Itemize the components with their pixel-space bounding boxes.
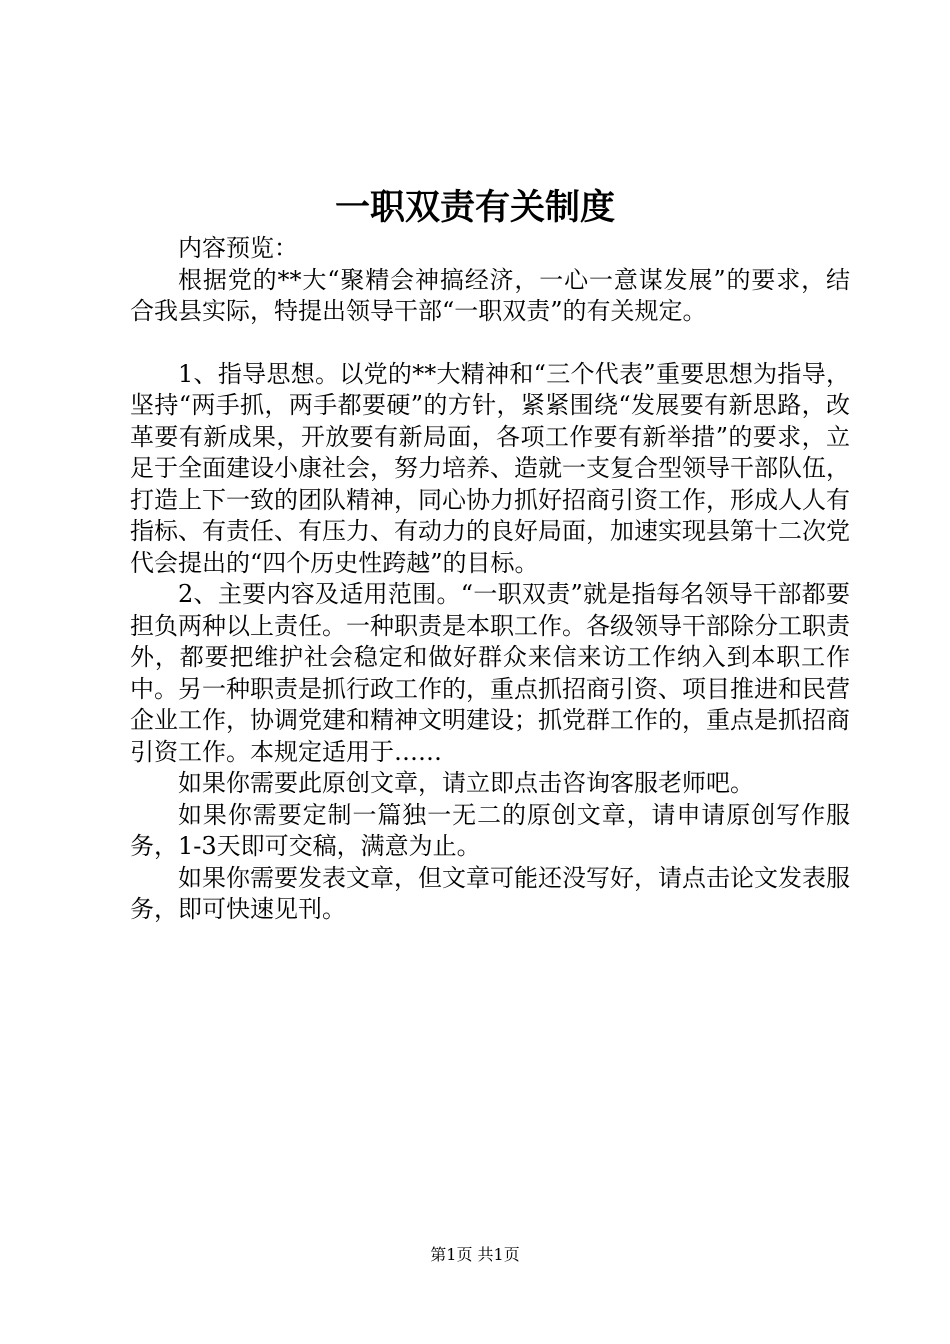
promo-custom-writing-paragraph: 如果你需要定制一篇独一无二的原创文章，请申请原创写作服务，1-3天即可交稿，满意为止。 — [130, 800, 850, 860]
intro-paragraph: 根据党的**大“聚精会神搞经济，一心一意谋发展”的要求，结合我县实际，特提出领导干部“一职双责”的有关规定。 — [130, 265, 850, 325]
document-body — [130, 233, 850, 926]
promo-consult-paragraph: 如果你需要此原创文章，请立即点击咨询客服老师吧。 — [178, 769, 754, 797]
document-title: 一职双责有关制度 — [334, 187, 615, 228]
section-guiding-ideology: 1、指导思想。以党的**大精神和“三个代表”重要思想为指导，坚持“两手抓，两手都要硬”的方针，紧紧围绕“发展要有新思路，改革要有新成果，开放要有新局面，各项工作要有新举措”的要求，立足于全面建设小康社会，努力培养、造就一支复合型领导干部队伍，打造上下一致的团队精神，同心协力抓好招商引资工作，形成人人有指标、有责任、有压力、有动力的良好局面，加速实现县第十二次党代会提出的“四个历史性跨越”的目标。 — [130, 359, 850, 577]
section-main-content-scope: 2、主要内容及适用范围。“一职双责”就是指每名领导干部都要担负两种以上责任。一种职责是本职工作。各级领导干部除分工职责外，都要把维护社会稳定和做好群众来信来访工作纳入到本职工作中。另一种职责是抓行政工作的，重点抓招商引资、项目推进和民营企业工作，协调党建和精神文明建设；抓党群工作的，重点是抓招商引资工作。本规定适用于…… — [130, 580, 850, 766]
page-footer: 第1页 共1页 — [430, 1245, 520, 1264]
preview-label: 内容预览： — [178, 234, 298, 262]
promo-publishing-paragraph: 如果你需要发表文章，但文章可能还没写好，请点击论文发表服务，即可快速见刊。 — [130, 863, 850, 923]
